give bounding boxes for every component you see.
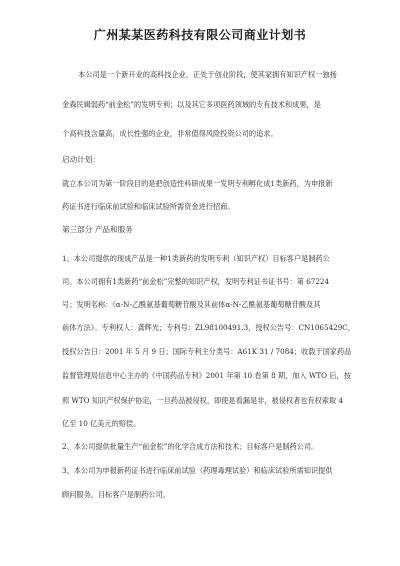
plan-heading: 启动计划：: [62, 155, 100, 164]
intro-line: 金森民辑弱药“前金松”的发明专利；以及其它多项医药领域的专有技术和成果，是: [62, 100, 321, 109]
item-line: 照 WTO 知识产权保护协定，一旦药品被侵权，即使是看漏是非，被侵权者也有权索取 4: [62, 396, 344, 405]
plan-line: 就立本公司为第一阶段目的是把创造性科研成果一发明专利孵化成1类新药，为申报新: [62, 179, 333, 188]
item-line: 司。本公司拥有1类新药“前金松”完整的知识产权，发明专利证书证书号：第 67224: [62, 277, 330, 286]
item-line: 3、本公司为申报新药证书进行临床前试验（药理毒理试验）和临床试验所需知识提供: [62, 466, 333, 475]
item-line: 2、本公司提供批量生产“前金松”的化学合成方法和技术；目标客户是制药公司。: [62, 442, 319, 451]
item-line: 1、本公司提供的现成产品是一种1类新药的发明专利（知识产权）目标客户是制药公: [62, 254, 330, 263]
item-line: 监督管理局信息中心主办的《中国药品专利》2001 年第 10 卷第 8 期，加入 WTO 后，按: [62, 371, 351, 380]
part3-heading: 第三部分 产品和服务: [62, 225, 133, 234]
item-line: 授权公告日：2001 年 5 月 9 日；国际专利主分类号：A61K 31 / 7084；收载于国家药品: [62, 347, 352, 356]
intro-line: 个高科技含量高，成长性强的企业，非常值得风险投资公司的追求。: [62, 129, 278, 138]
document-title: 广州某某医药科技有限公司商业计划书: [93, 28, 307, 42]
item-line: 前体方法》。专利权人：龚辉光；专利号：ZL98100491.3，授权公告号：CN1065429C，: [62, 323, 355, 332]
item-line: 顾问服务，目标客户是制药公司。: [62, 490, 170, 499]
intro-line: 本公司是一个新开业的高科技企业，正处于创业阶段，使其家拥有知识产权一独扬: [78, 70, 337, 79]
item-line: 号；发明名称：《α-N-乙酰氨基葡萄糖苷酸及其前体α-N-乙酰氨基葡萄糖苷酸及其: [62, 300, 321, 309]
item-line: 亿至 10 亿美元的赔偿。: [62, 419, 141, 428]
plan-line: 药证书进行临床前试验和临床试验所需资金进行招商。: [62, 202, 235, 211]
